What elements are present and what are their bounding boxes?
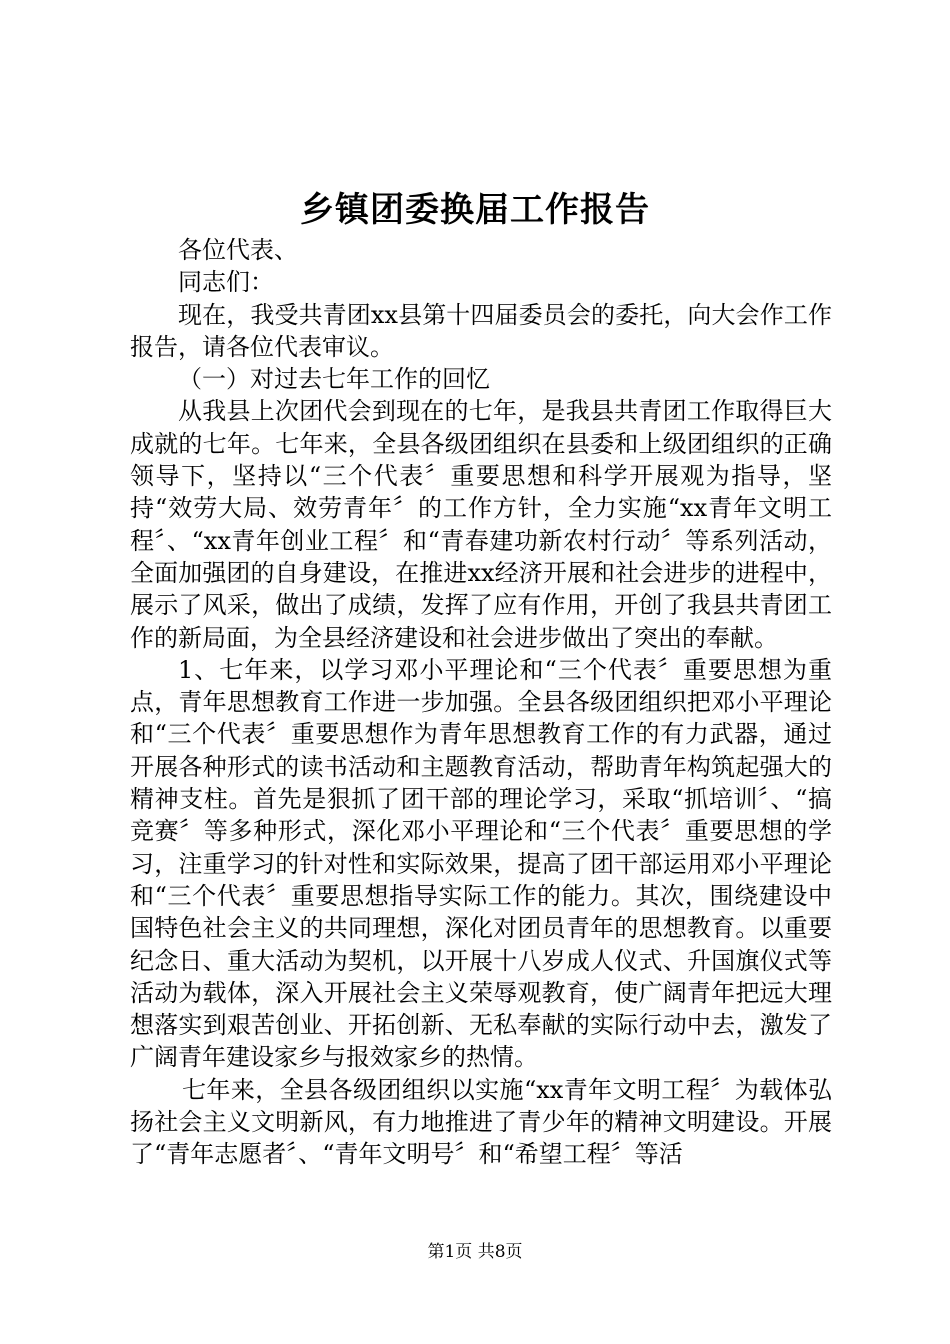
- page-number: 第1页 共8页: [427, 1242, 523, 1262]
- document-title: 乡镇团委换届工作报告: [300, 190, 650, 230]
- body-paragraph-2: 1、七年来，以学习邓小平理论和“三个代表〞重要思想为重点，青年思想教育工作进一步加强。全县各级团组织把邓小平理论和“三个代表〞重要思想作为青年思想教育工作的有力武器，通过开展各种形式的读书活动和主题教育活动，帮助青年构筑起强大的精神支柱。首先是狠抓了团干部的理论学习，采取“抓培训〞、“搞竞赛〞等多种形式，深化邓小平理论和“三个代表〞重要思想的学习，注重学习的针对性和实际效果，提高了团干部运用邓小平理论和“三个代表〞重要思想指导实际工作的能力。其次，围绕建设中国特色社会主义的共同理想，深化对团员青年的思想教育。以重要纪念日、重大活动为契机，以开展十八岁成人仪式、升国旗仪式等活动为载体，深入开展社会主义荣辱观教育，使广阔青年把远大理想落实到艰苦创业、开拓创新、无私奉献的实际行动中去，激发了广阔青年建设家乡与报效家乡的热情。: [130, 655, 832, 1072]
- section-heading: （一）对过去七年工作的回忆: [178, 365, 490, 394]
- salutation-line-1: 各位代表、: [178, 236, 298, 264]
- intro-paragraph: 现在，我受共青团xx县第十四届委员会的委托，向大会作工作报告，请各位代表审议。: [130, 300, 832, 361]
- salutation-line-2: 同志们：: [178, 268, 274, 297]
- body-paragraph-3: 七年来，全县各级团组织以实施“xx青年文明工程〞为载体弘扬社会主义文明新风，有力地推进了青少年的精神文明建设。开展了“青年志愿者〞、“青年文明号〞和“希望工程〞等活: [130, 1075, 832, 1169]
- body-paragraph-1: 从我县上次团代会到现在的七年，是我县共青团工作取得巨大成就的七年。七年来，全县各级团组织在县委和上级团组织的正确领导下，坚持以“三个代表〞重要思想和科学开展观为指导，坚持“效劳大局、效劳青年〞的工作方针，全力实施“xx青年文明工程〞、“xx青年创业工程〞和“青春建功新农村行动〞等系列活动，全面加强团的自身建设，在推进xx经济开展和社会进步的进程中，展示了风采，做出了成绩，发挥了应有作用，开创了我县共青团工作的新局面，为全县经济建设和社会进步做出了突出的奉献。: [130, 397, 832, 652]
- document-body: [130, 234, 832, 1171]
